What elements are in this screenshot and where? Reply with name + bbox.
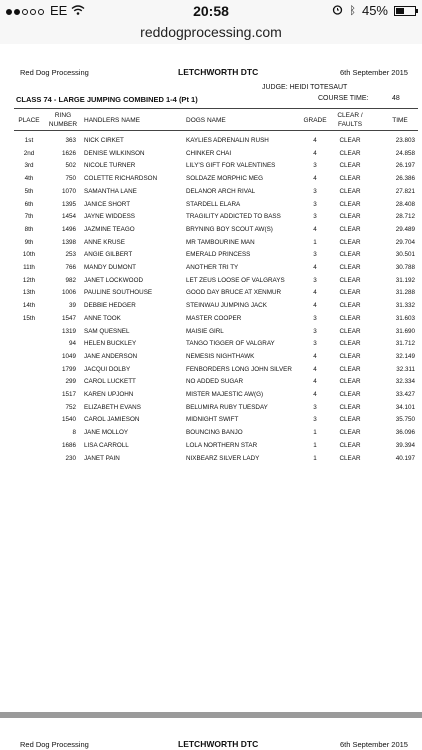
row-ring-number: 94 <box>68 340 76 348</box>
row-ring-number: 8 <box>72 429 76 437</box>
row-grade: 1 <box>313 454 317 462</box>
row-grade: 3 <box>313 340 317 348</box>
row-time: 31.332 <box>395 302 415 310</box>
table-row <box>0 402 422 413</box>
row-place: 11th <box>23 264 35 271</box>
table-row <box>0 389 422 400</box>
row-time: 28.408 <box>395 200 415 208</box>
row-grade: 4 <box>313 365 317 373</box>
table-row <box>0 364 422 375</box>
row-dog-name: MASTER COOPER <box>186 314 242 322</box>
row-dog-name: STARDELL ELARA <box>186 200 241 208</box>
row-grade: 1 <box>313 238 317 246</box>
row-ring-number: 982 <box>65 276 76 284</box>
table-row <box>0 427 422 438</box>
row-time: 30.501 <box>395 251 415 259</box>
judge-line <box>262 84 347 91</box>
row-handler-name: ANNE TOOK <box>84 314 121 322</box>
row-handler-name: NICK CIRKET <box>84 137 124 144</box>
table-row <box>0 224 422 235</box>
table-row <box>0 199 422 210</box>
row-dog-name: BRYNING BOY SCOUT AW(S) <box>186 225 273 233</box>
row-ring-number: 1049 <box>61 352 76 360</box>
row-grade: 4 <box>313 149 317 157</box>
row-dog-name: MR TAMBOURINE MAN <box>186 238 255 246</box>
carrier-label: EE <box>50 3 68 18</box>
row-dog-name: MIDNIGHT SWIFT <box>186 416 239 424</box>
row-ring-number: 1319 <box>61 327 76 335</box>
row-ring-number: 750 <box>65 175 76 183</box>
judge-label: JUDGE: <box>262 84 288 91</box>
footer-club: LETCHWORTH DTC <box>178 739 259 749</box>
row-place: 3rd <box>24 162 34 170</box>
row-grade: 1 <box>313 441 317 449</box>
row-dog-name: GOOD DAY BRUCE AT XENMUR <box>186 289 282 297</box>
row-time: 31.192 <box>395 276 415 284</box>
row-time: 23.803 <box>395 137 415 144</box>
row-handler-name: ANNE KRUSE <box>84 238 125 246</box>
table-row <box>0 313 422 324</box>
table-row <box>0 160 422 171</box>
row-time: 31.603 <box>395 314 415 322</box>
row-place: 15th <box>22 314 36 322</box>
col-header-place: PLACE <box>18 117 40 124</box>
row-handler-name: KAREN UPJOHN <box>84 391 134 398</box>
row-ring-number: 39 <box>68 302 76 310</box>
header-divider-bottom <box>14 130 418 131</box>
table-row <box>0 211 422 222</box>
row-dog-name: BELUMIRA RUBY TUESDAY <box>186 403 268 411</box>
row-dog-name: NEMESIS NIGHTHAWK <box>186 352 255 360</box>
row-result: CLEAR <box>339 403 361 411</box>
row-grade: 4 <box>313 225 317 233</box>
row-ring-number: 1454 <box>61 213 76 221</box>
row-result: CLEAR <box>339 137 361 144</box>
row-time: 39.394 <box>395 441 415 449</box>
table-row <box>0 262 422 273</box>
event-date: 6th September 2015 <box>340 68 408 77</box>
table-row <box>0 173 422 184</box>
table-row <box>0 453 422 464</box>
row-result: CLEAR <box>339 416 361 424</box>
table-row <box>0 414 422 425</box>
row-grade: 3 <box>313 314 317 322</box>
row-handler-name: COLETTE RICHARDSON <box>84 175 158 183</box>
table-row <box>0 440 422 451</box>
row-dog-name: ANOTHER TRI TY <box>186 264 239 271</box>
row-time: 32.334 <box>395 378 415 386</box>
row-dog-name: CHINKER CHAI <box>186 149 232 157</box>
col-header-ring-number: RING NUMBER <box>48 112 78 128</box>
row-handler-name: DEBBIE HEDGER <box>84 302 136 310</box>
row-ring-number: 1626 <box>61 149 76 157</box>
table-row <box>0 275 422 286</box>
footer-organizer: Red Dog Processing <box>20 740 89 749</box>
row-ring-number: 1686 <box>61 441 76 449</box>
row-ring-number: 1799 <box>61 365 76 373</box>
row-handler-name: LISA CARROLL <box>84 441 129 449</box>
table-row <box>0 249 422 260</box>
row-handler-name: ANGIE GILBERT <box>84 251 133 259</box>
row-grade: 4 <box>313 378 317 386</box>
row-result: CLEAR <box>339 441 361 449</box>
row-result: CLEAR <box>339 352 361 360</box>
row-handler-name: JAZMINE TEAGO <box>84 225 135 233</box>
url-text: reddogprocessing.com <box>140 24 282 40</box>
row-grade: 4 <box>313 175 317 183</box>
col-header-handler: HANDLERS NAME <box>84 117 140 124</box>
row-time: 24.858 <box>395 149 415 157</box>
row-result: CLEAR <box>339 365 361 373</box>
row-result: CLEAR <box>339 200 361 208</box>
row-dog-name: LET ZEUS LOOSE OF VALGRAYS <box>186 276 285 284</box>
col-header-clear-faults: CLEAR / FAULTS <box>337 112 363 128</box>
status-bar <box>0 0 422 22</box>
row-grade: 3 <box>313 213 317 221</box>
table-row <box>0 135 422 146</box>
row-ring-number: 752 <box>65 403 76 411</box>
row-handler-name: JACQUI DOLBY <box>84 365 131 373</box>
row-result: CLEAR <box>339 289 361 297</box>
row-result: CLEAR <box>339 225 361 233</box>
row-ring-number: 1517 <box>61 391 76 398</box>
row-time: 26.386 <box>395 175 415 183</box>
row-place: 2nd <box>23 149 35 157</box>
address-bar[interactable] <box>0 22 422 44</box>
row-ring-number: 1496 <box>61 225 76 233</box>
row-handler-name: JAYNE WIDDESS <box>84 213 135 221</box>
row-place: 9th <box>24 238 34 246</box>
course-time <box>318 95 400 102</box>
row-time: 40.197 <box>395 454 415 462</box>
row-handler-name: NICOLE TURNER <box>84 162 136 170</box>
table-row <box>0 351 422 362</box>
row-handler-name: CAROL LUCKETT <box>84 378 136 386</box>
row-result: CLEAR <box>339 454 361 462</box>
row-dog-name: MAISIE GIRL <box>186 327 224 335</box>
row-ring-number: 766 <box>65 264 76 271</box>
row-grade: 4 <box>313 352 317 360</box>
row-dog-name: NIXBEARZ SILVER LADY <box>186 454 260 462</box>
row-time: 36.096 <box>395 429 415 437</box>
row-time: 29.704 <box>395 238 415 246</box>
row-handler-name: JANET LOCKWOOD <box>84 276 144 284</box>
row-place: 13th <box>22 289 36 297</box>
row-grade: 3 <box>313 200 317 208</box>
row-place: 10th <box>22 251 36 259</box>
row-handler-name: ELIZABETH EVANS <box>84 403 141 411</box>
row-dog-name: FENBORDERS LONG JOHN SILVER <box>186 365 292 373</box>
row-result: CLEAR <box>339 175 361 183</box>
row-result: CLEAR <box>339 213 361 221</box>
row-grade: 4 <box>313 264 317 271</box>
col-header-time: TIME <box>392 117 408 124</box>
row-place: 4th <box>24 175 34 183</box>
row-dog-name: BOUNCING BANJO <box>186 429 243 437</box>
row-time: 28.712 <box>395 213 415 221</box>
row-place: 7th <box>24 213 34 221</box>
row-result: CLEAR <box>339 276 361 284</box>
row-handler-name: JANICE SHORT <box>84 200 131 208</box>
row-result: CLEAR <box>339 149 361 157</box>
table-row <box>0 148 422 159</box>
row-dog-name: NO ADDED SUGAR <box>186 378 244 386</box>
row-result: CLEAR <box>339 251 361 259</box>
row-handler-name: MANDY DUMONT <box>84 264 137 271</box>
row-ring-number: 1070 <box>61 187 76 195</box>
row-grade: 3 <box>313 276 317 284</box>
row-ring-number: 1006 <box>61 289 76 297</box>
header-divider-top <box>14 108 418 109</box>
row-result: CLEAR <box>339 429 361 437</box>
row-dog-name: TANGO TIGGER OF VALGRAY <box>186 340 275 348</box>
row-grade: 4 <box>313 137 317 144</box>
footer-date: 6th September 2015 <box>340 740 408 749</box>
table-row <box>0 300 422 311</box>
row-time: 27.821 <box>395 187 415 195</box>
row-result: CLEAR <box>339 314 361 322</box>
row-handler-name: JANE MOLLOY <box>84 429 129 437</box>
row-ring-number: 1398 <box>61 238 76 246</box>
row-time: 31.712 <box>395 340 415 348</box>
row-time: 35.750 <box>395 416 415 424</box>
col-header-grade: GRADE <box>303 117 327 124</box>
row-handler-name: PAULINE SOUTHOUSE <box>84 289 153 297</box>
row-place: 12th <box>22 276 36 284</box>
row-place: 6th <box>24 200 34 208</box>
row-place: 8th <box>24 225 34 233</box>
battery-icon <box>394 6 416 16</box>
row-grade: 3 <box>313 251 317 259</box>
row-grade: 3 <box>313 187 317 195</box>
row-result: CLEAR <box>339 378 361 386</box>
row-ring-number: 1540 <box>61 416 76 424</box>
club-name: LETCHWORTH DTC <box>178 67 259 77</box>
judge-name: HEIDI TOTESAUT <box>289 84 348 91</box>
row-ring-number: 502 <box>65 162 76 170</box>
battery-percent: 45% <box>361 3 388 18</box>
row-time: 33.427 <box>395 391 415 398</box>
row-time: 32.311 <box>396 365 415 373</box>
table-row <box>0 376 422 387</box>
bluetooth-icon: ᛒ <box>349 4 356 17</box>
row-grade: 3 <box>313 403 317 411</box>
table-row <box>0 237 422 248</box>
row-handler-name: SAM QUESNEL <box>84 327 130 335</box>
row-grade: 4 <box>313 302 317 310</box>
table-row <box>0 186 422 197</box>
row-dog-name: DELANOR ARCH RIVAL <box>186 187 256 195</box>
row-dog-name: TRAGILITY ADDICTED TO BASS <box>186 213 281 221</box>
row-result: CLEAR <box>339 391 361 398</box>
row-result: CLEAR <box>339 340 361 348</box>
row-ring-number: 299 <box>65 378 76 386</box>
class-title: CLASS 74 - LARGE JUMPING COMBINED 1-4 (Pt 1) <box>16 95 198 104</box>
row-handler-name: CAROL JAMIESON <box>84 416 140 424</box>
row-handler-name: SAMANTHA LANE <box>84 187 137 195</box>
row-place: 14th <box>22 302 36 310</box>
row-dog-name: KAYLIES ADRENALIN RUSH <box>186 137 269 144</box>
row-result: CLEAR <box>339 327 361 335</box>
row-ring-number: 1395 <box>61 200 76 208</box>
row-grade: 4 <box>313 391 317 398</box>
row-handler-name: DENISE WILKINSON <box>84 149 145 157</box>
row-result: CLEAR <box>339 162 361 170</box>
row-grade: 3 <box>313 416 317 424</box>
row-result: CLEAR <box>339 264 361 271</box>
row-ring-number: 253 <box>65 251 76 259</box>
clock: 20:58 <box>193 3 229 19</box>
page-break-bar <box>0 712 422 718</box>
row-dog-name: EMERALD PRINCESS <box>186 251 251 259</box>
row-grade: 3 <box>313 162 317 170</box>
row-time: 31.690 <box>395 327 415 335</box>
row-time: 34.101 <box>395 403 415 411</box>
row-ring-number: 363 <box>65 137 76 144</box>
row-dog-name: SOLDAZE MORPHIC MEG <box>186 175 263 183</box>
row-grade: 1 <box>313 429 317 437</box>
row-dog-name: LOLA NORTHERN STAR <box>186 441 258 449</box>
row-time: 29.489 <box>395 225 415 233</box>
row-result: CLEAR <box>339 187 361 195</box>
row-dog-name: LILY'S GIFT FOR VALENTINES <box>186 162 276 170</box>
alarm-clock-icon <box>332 3 343 18</box>
organizer-name: Red Dog Processing <box>20 68 89 77</box>
col-header-dog: DOGS NAME <box>186 117 226 124</box>
row-result: CLEAR <box>339 238 361 246</box>
row-time: 31.288 <box>395 289 415 297</box>
table-row <box>0 287 422 298</box>
row-dog-name: STEINWAU JUMPING JACK <box>186 302 267 310</box>
row-ring-number: 1547 <box>61 314 76 322</box>
row-place: 1st <box>24 137 34 144</box>
row-result: CLEAR <box>339 302 361 310</box>
course-time-label: COURSE TIME: <box>318 95 369 102</box>
row-dog-name: MISTER MAJESTIC AW(G) <box>186 391 264 398</box>
table-row <box>0 338 422 349</box>
row-handler-name: HELEN BUCKLEY <box>84 340 137 348</box>
row-time: 26.197 <box>395 162 415 170</box>
row-ring-number: 230 <box>65 454 76 462</box>
row-time: 30.788 <box>395 264 415 271</box>
row-handler-name: JANET PAIN <box>84 454 120 462</box>
course-time-value: 48 <box>392 95 400 102</box>
table-row <box>0 326 422 337</box>
row-place: 5th <box>24 187 34 195</box>
row-time: 32.149 <box>395 352 415 360</box>
row-grade: 3 <box>313 327 317 335</box>
row-handler-name: JANE ANDERSON <box>84 352 138 360</box>
row-grade: 4 <box>313 289 317 297</box>
